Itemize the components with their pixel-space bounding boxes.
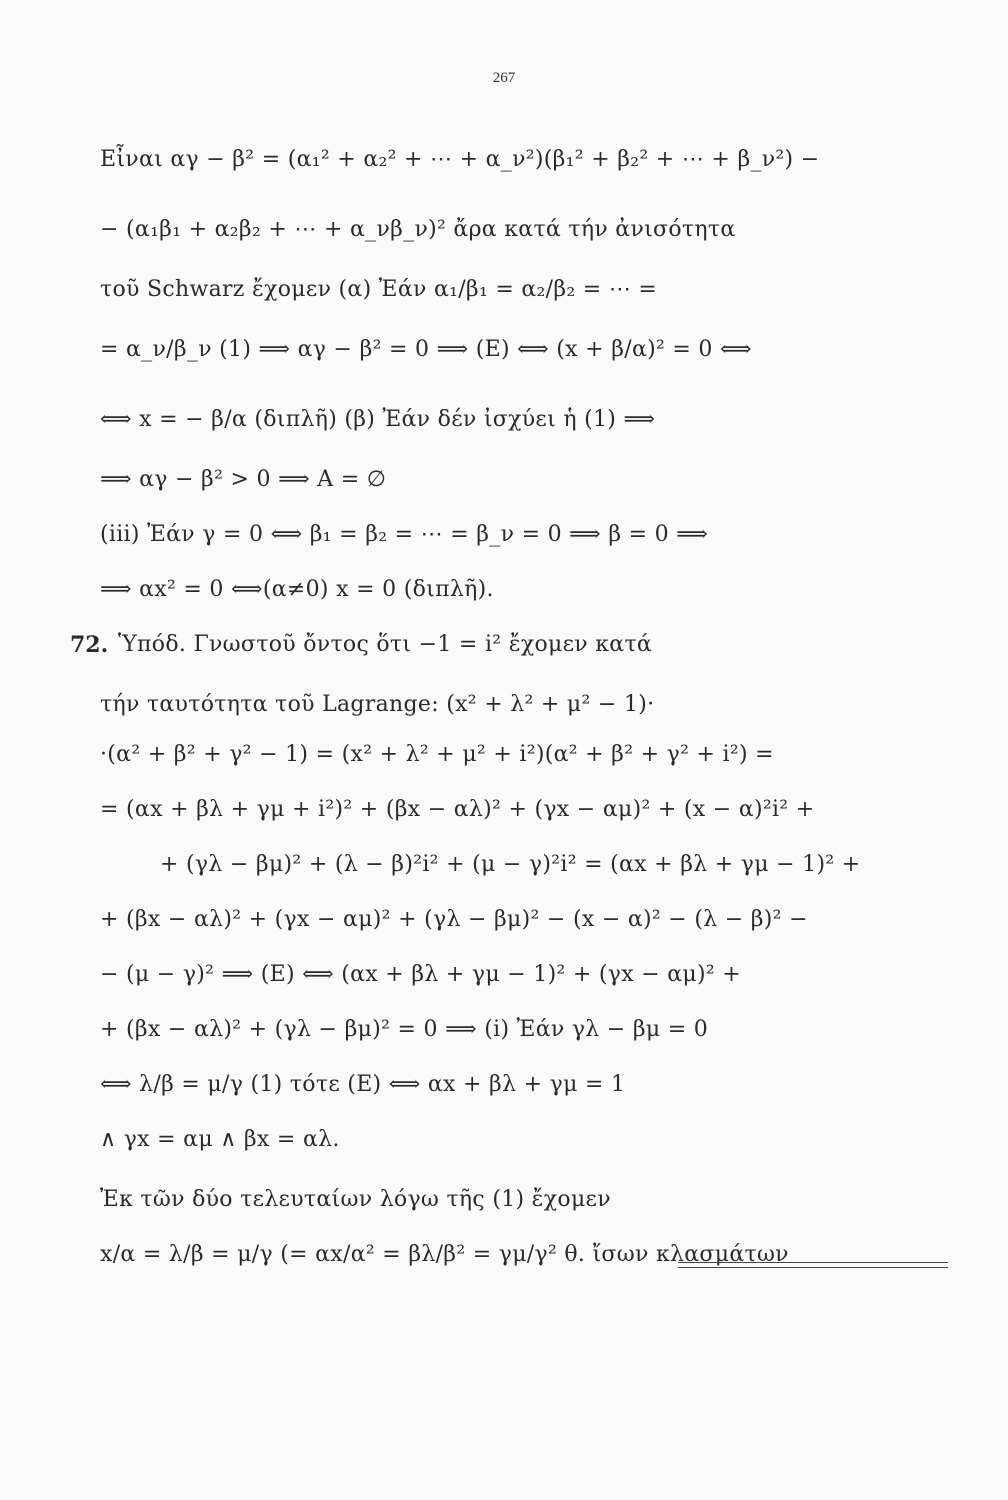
- text-line-9: Ὑπόδ. Γνωστοῦ ὄντος ὅτι −1 = i² ἔχομεν κατά: [118, 632, 653, 657]
- text-line-19: Ἐκ τῶν δύο τελευταίων λόγω τῆς (1) ἔχομεν: [100, 1187, 611, 1212]
- text-line-4: = α_ν/β_ν (1) ⟹ αγ − β² = 0 ⟹ (E) ⟺ (x + β/α)² = 0 ⟺: [100, 337, 752, 362]
- text-line-3: τοῦ Schwarz ἔχομεν (α) Ἐάν α₁/β₁ = α₂/β₂ = ⋯ =: [100, 277, 658, 302]
- double-underline: [678, 1262, 948, 1268]
- text-line-12: = (αx + βλ + γμ + i²)² + (βx − αλ)² + (γx − αμ)² + (x − α)²i² +: [100, 797, 815, 822]
- text-line-17: ⟺ λ/β = μ/γ (1) τότε (E) ⟺ αx + βλ + γμ = 1: [100, 1072, 626, 1097]
- text-line-2: − (α₁β₁ + α₂β₂ + ⋯ + α_νβ_ν)² ἄρα κατά τήν ἀνισότητα: [100, 217, 736, 242]
- text-line-11: ·(α² + β² + γ² − 1) = (x² + λ² + μ² + i²)(α² + β² + γ² + i²) =: [100, 742, 774, 767]
- text-line-6: ⟹ αγ − β² > 0 ⟹ A = ∅: [100, 467, 387, 492]
- text-line-18: ∧ γx = αμ ∧ βx = αλ.: [100, 1127, 340, 1152]
- text-line-16: + (βx − αλ)² + (γλ − βμ)² = 0 ⟹ (i) Ἐάν γλ − βμ = 0: [100, 1017, 709, 1042]
- text-line-1: Εἶναι αγ − β² = (α₁² + α₂² + ⋯ + α_ν²)(β₁² + β₂² + ⋯ + β_ν²) −: [100, 147, 820, 172]
- text-line-20: x/α = λ/β = μ/γ (= αx/α² = βλ/β² = γμ/γ² θ. ἴσων κλασμάτων: [100, 1242, 789, 1267]
- page-number: 267: [492, 70, 516, 86]
- text-line-13: + (γλ − βμ)² + (λ − β)²i² + (μ − γ)²i² = (αx + βλ + γμ − 1)² +: [160, 852, 861, 877]
- text-line-14: + (βx − αλ)² + (γx − αμ)² + (γλ − βμ)² − (x − α)² − (λ − β)² −: [100, 907, 808, 932]
- text-line-7: (iii) Ἐάν γ = 0 ⟺ β₁ = β₂ = ⋯ = β_ν = 0 ⟹ β = 0 ⟹: [100, 522, 709, 547]
- text-line-15: − (μ − γ)² ⟹ (E) ⟺ (αx + βλ + γμ − 1)² + (γx − αμ)² +: [100, 962, 742, 987]
- text-line-8: ⟹ αx² = 0 ⟺(α≠0) x = 0 (διπλῆ).: [100, 577, 494, 602]
- text-line-5: ⟺ x = − β/α (διπλῆ) (β) Ἐάν δέν ἰσχύει ἡ (1) ⟹: [100, 407, 656, 432]
- text-line-10: τήν ταυτότητα τοῦ Lagrange: (x² + λ² + μ² − 1)·: [100, 692, 655, 717]
- exercise-number: 72.: [70, 632, 109, 658]
